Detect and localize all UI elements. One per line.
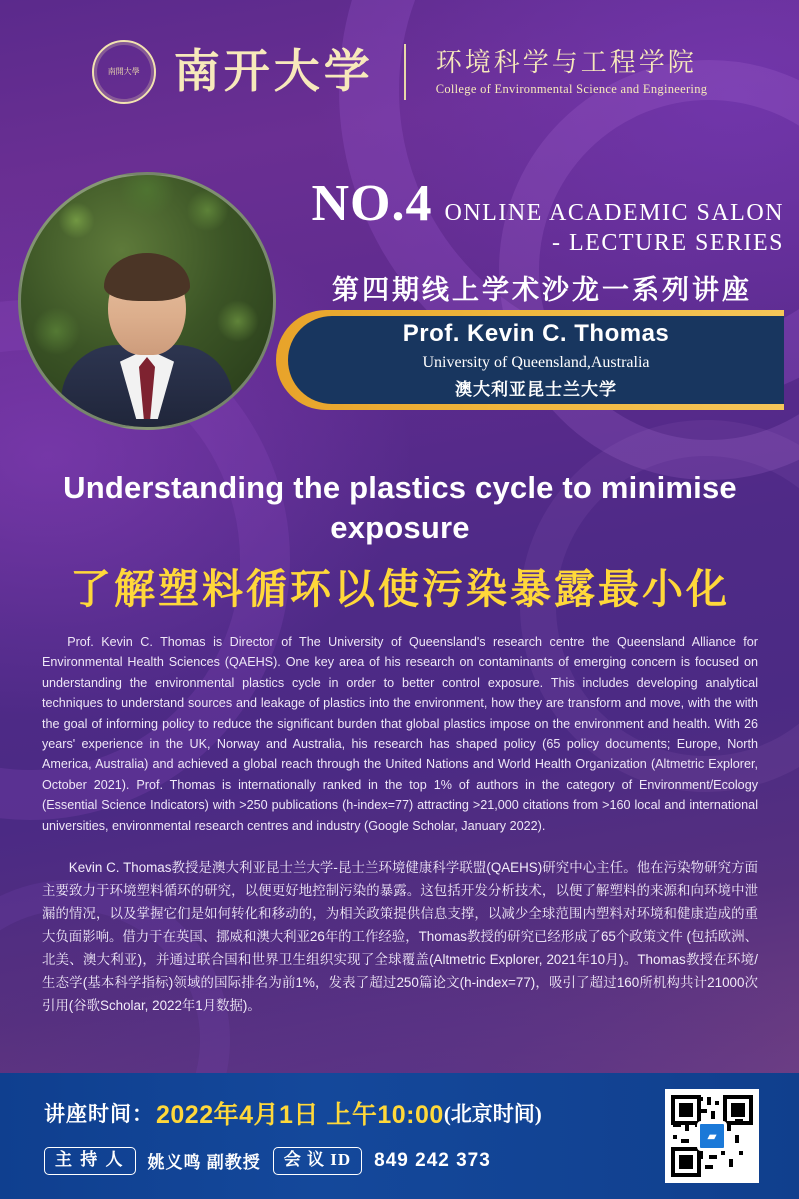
- college-name-cn: 环境科学与工程学院: [435, 48, 697, 78]
- qr-module: [721, 1151, 725, 1155]
- lecture-title-cn: 了解塑料循环以使污染暴露最小化: [70, 566, 730, 612]
- qr-module: [707, 1097, 711, 1105]
- qr-finder-icon: [671, 1095, 701, 1125]
- host-name: 姚义鸣 副教授: [147, 1153, 261, 1173]
- bio-paragraph-en: Prof. Kevin C. Thomas is Director of The University of Queensland's research centre the Queensland Alliance for Environmental Health Sciences (QAEHS). One key area of his research on contaminants of emerging concern is focused on understanding the environmental plastics cycle in order to better control exposure. This includes developing analytical techniques to understand sources and leakage of plastics into the environment, how they are transform and move, with the with the goal of informing policy to reduce the significant burden that global plastics impose on the environment and health. With 26 years' experience in the UK, Norway and Australia, his research has shaped policy (65 policy documents; Europe, North America, Australia) and achieved a global reach through the United Nations and World Health Organization (Altmetric Explorer, October 2021). Prof. Thomas is internationally ranked in the top 1% of authors in the category of Environment/Ecology (Essential Science Indicators) with >250 publications (h-index=77) attracting >21,000 citations from >160 local and international universities, environmental research centres and industry (Google Scholar, January 2022).: [42, 635, 758, 833]
- qr-module: [735, 1119, 743, 1123]
- poster-footer: [0, 1073, 799, 1199]
- qr-module: [729, 1159, 733, 1167]
- host-label: 主 持 人: [44, 1147, 136, 1175]
- qr-module: [735, 1135, 739, 1143]
- salon-number: NO.4: [311, 175, 433, 232]
- speaker-bio-chinese: [42, 856, 758, 1017]
- qr-module: [673, 1135, 677, 1139]
- salon-series-en: [445, 198, 785, 258]
- qr-module: [711, 1111, 715, 1119]
- salon-series-en-line2: - LECTURE SERIES: [552, 230, 784, 256]
- qr-finder-icon: [671, 1147, 701, 1177]
- qr-code[interactable]: [665, 1089, 759, 1183]
- meeting-id-label: 会 议 ID: [273, 1147, 362, 1175]
- host-and-meeting-row: [44, 1147, 491, 1175]
- salon-series-en-line1: ONLINE ACADEMIC SALON: [444, 200, 784, 226]
- college-block: [436, 47, 708, 96]
- qr-module: [685, 1123, 689, 1131]
- qr-module: [699, 1109, 707, 1113]
- lecture-title-en: Understanding the plastics cycle to minimise exposure: [63, 470, 737, 545]
- speaker-portrait: [18, 172, 276, 430]
- salon-title-block: [300, 175, 784, 307]
- meeting-id-value: 849 242 373: [374, 1149, 491, 1171]
- qr-module: [739, 1151, 743, 1155]
- lecture-time-row: [44, 1095, 542, 1131]
- university-name: 南开大学: [173, 46, 374, 97]
- qr-module: [727, 1123, 731, 1131]
- qr-module: [699, 1151, 703, 1159]
- qr-module: [699, 1097, 703, 1101]
- speaker-ribbon: [276, 310, 784, 410]
- qr-module: [709, 1155, 717, 1159]
- qr-center-logo-icon: ▰: [697, 1121, 727, 1151]
- speaker-affiliation-cn: 澳大利亚昆士兰大学: [455, 380, 617, 399]
- university-seal-icon: 南開大學: [92, 40, 156, 104]
- speaker-affiliation-en: University of Queensland,Australia: [422, 354, 650, 371]
- college-name-en: College of Environmental Science and Engineering: [435, 81, 708, 96]
- speaker-ribbon-inner: [288, 316, 784, 404]
- bio-paragraph-cn: Kevin C. Thomas教授是澳大利亚昆士兰大学-昆士兰环境健康科学联盟(QAEHS)研究中心主任。他在污染物研究方面主要致力于环境塑料循环的研究，以便更好地控制污染的暴露。这包括开发分析技术，以便了解塑料的来源和向环境中泄漏的情况，以及掌握它们是如何转化和移动的，为相关政策提供信息支撑，以减少全球范围内塑料对环境和健康造成的重大负面影响。借力于在英国、挪威和澳大利亚26年的工作经验，Thomas教授的研究已经形成了65个政策文件 (包括欧洲、北美、澳大利亚)，并通过联合国和世界卫生组织实现了全球覆盖(Altmetric Explorer, 2021年10月)。Thomas教授在环境/生态学(基本科学指标)领域的国际排名为前1%，发表了超过250篇论文(h-index=77)，吸引了超过160所机构共计21000次引用(谷歌Scholar, 2022年1月数据)。: [42, 860, 758, 1014]
- qr-module: [715, 1101, 719, 1105]
- poster-header: [0, 36, 799, 108]
- portrait-figure: [62, 253, 232, 430]
- speaker-name: Prof. Kevin C. Thomas: [402, 320, 670, 347]
- lecture-time-label: 讲座时间：: [44, 1102, 154, 1126]
- salon-series-cn: 第四期线上学术沙龙一系列讲座: [332, 275, 752, 305]
- qr-module: [681, 1139, 689, 1143]
- salon-title-line: [300, 175, 784, 258]
- lecture-time-value: 2022年4月1日 上午10:00: [156, 1101, 444, 1129]
- qr-module: [705, 1165, 713, 1169]
- qr-module: [673, 1123, 681, 1127]
- header-divider: [404, 44, 406, 100]
- portrait-hair: [104, 253, 190, 301]
- speaker-bio-english: [42, 632, 758, 836]
- lecture-time-zone: (北京时间): [443, 1102, 542, 1126]
